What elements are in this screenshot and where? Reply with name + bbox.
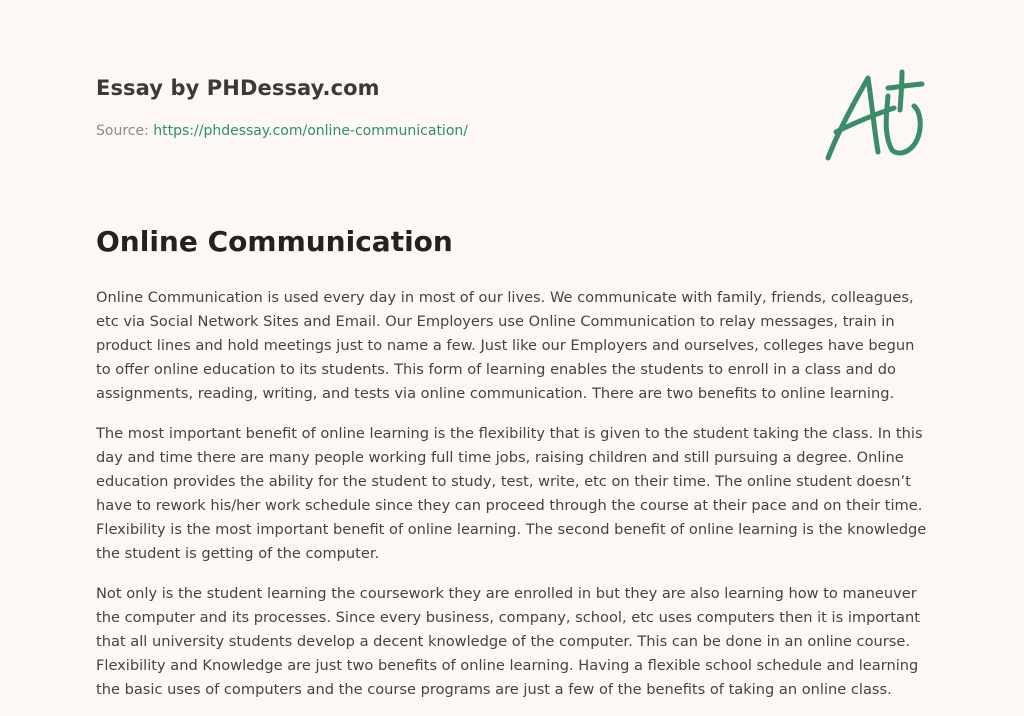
essay-paragraph: Online Communication is used every day in most of our lives. We communicate with family, friends, colleagues, etc via Social Network Sites and Email. Our Employers use Online Communication to relay messages, train in product lines and hold meetings just to name a few. Just like our Employers and ourselves, colleges have begun to offer online education to its students. This form of learning enables the students to enroll in a class and do assignments, reading, writing, and tests via online communication. There are two benefits to online learning. <box>96 289 915 402</box>
essay-paragraph: Not only is the student learning the coursework they are enrolled in but they are also learning how to maneuver the computer and its processes. Since every business, company, school, etc uses computers then it is important that all university students develop a decent knowledge of the computer. This can be done in an online course. Flexibility and Knowledge are just two benefits of online learning. Having a flexible school schedule and learning the basic uses of computers and the course programs are just a few of the benefits of taking an online class. <box>96 585 920 698</box>
essay-body <box>96 286 932 716</box>
brand-title: Essay by PHDessay.com <box>96 76 380 100</box>
essay-paragraph: The most important benefit of online learning is the flexibility that is given to the student taking the class. In this day and time there are many people working full time jobs, raising children and still pursuing a degree. Online education provides the ability for the student to study, test, write, etc on their time. The online student doesn’t have to rework his/her work schedule since they can proceed through the course at their pace and on their time. Flexibility is the most important benefit of online learning. The second benefit of online learning is the knowledge the student is getting of the computer. <box>96 425 927 562</box>
page-header <box>96 76 468 139</box>
source-label: Source: <box>96 123 149 139</box>
essay-title: Online Communication <box>96 225 453 258</box>
source-line <box>96 123 468 139</box>
a-plus-grade-icon <box>822 66 928 164</box>
source-link[interactable]: https://phdessay.com/online-communication/ <box>153 123 468 139</box>
